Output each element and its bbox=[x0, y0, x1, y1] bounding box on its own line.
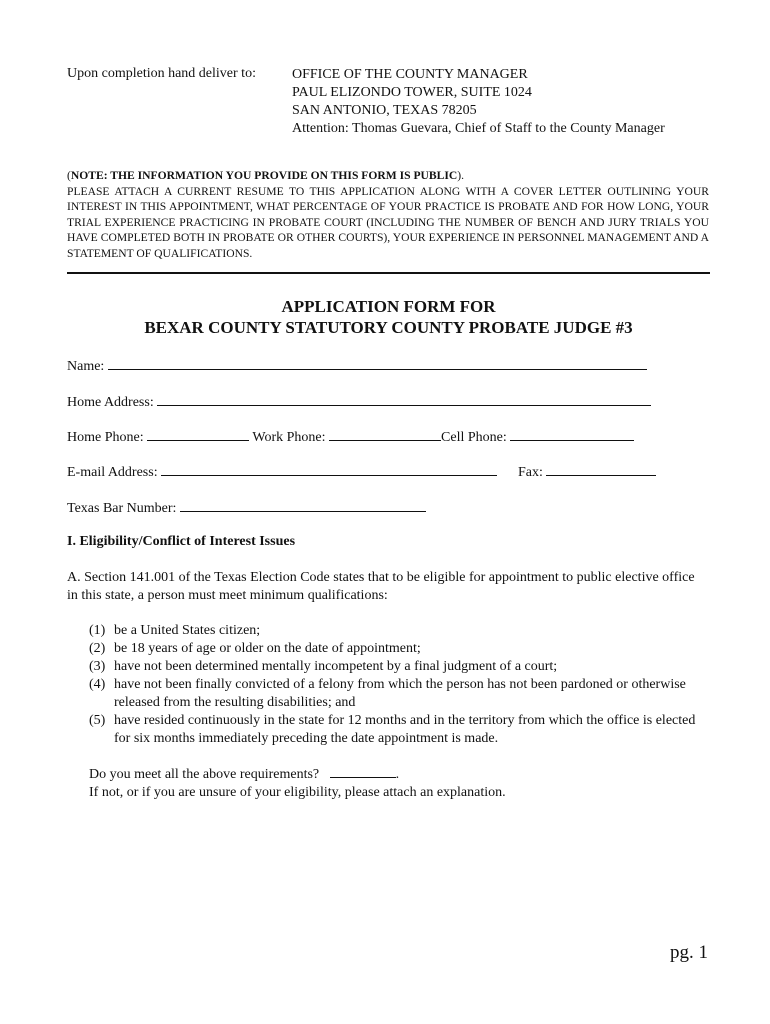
notice-close: ). bbox=[457, 169, 465, 182]
eligibility-answer-field[interactable] bbox=[330, 765, 396, 778]
work-phone-label: Work Phone: bbox=[252, 430, 326, 445]
address-line: SAN ANTONIO, TEXAS 78205 bbox=[292, 103, 477, 118]
email-field[interactable] bbox=[161, 463, 497, 476]
page-number: pg. 1 bbox=[670, 942, 708, 963]
divider bbox=[67, 272, 710, 274]
list-text: be 18 years of age or older on the date of appointment; bbox=[114, 641, 421, 656]
followup-text: If not, or if you are unsure of your eligibility, please attach an explanation. bbox=[89, 785, 506, 800]
question-end: . bbox=[395, 767, 400, 782]
delivery-label: Upon completion hand deliver to: bbox=[67, 66, 256, 81]
bar-number-label: Texas Bar Number: bbox=[67, 501, 177, 516]
address-line: OFFICE OF THE COUNTY MANAGER bbox=[292, 67, 528, 82]
notice-body: PLEASE ATTACH A CURRENT RESUME TO THIS APPLICATION ALONG WITH A COVER LETTER OUTLINING YOUR INTEREST IN THIS APPOINTMENT, WHAT PERCENTAGE OF YOUR PRACTICE IS PROBATE AND FOR HOW LONG, YOUR TRIAL EXPERIENCE PRACTICING IN PROBATE COURT (INCLUDING THE NUMBER OF BENCH AND JURY TRIALS YOU HAVE COMPLETED BOTH IN PROBATE OR OTHER COURTS), YOUR EXPERIENCE IN PERSONNEL MANAGEMENT AND A STATEMENT OF QUALIFICATIONS. bbox=[67, 184, 709, 260]
section-intro: A. Section 141.001 of the Texas Election Code states that to be eligible for appointment to public elective office in this state, a person must meet minimum qualifications: bbox=[67, 570, 695, 603]
bar-number-row bbox=[67, 499, 426, 517]
list-item bbox=[89, 676, 709, 712]
form-title-line1: APPLICATION FORM FOR bbox=[281, 297, 496, 316]
notice-bold: NOTE: THE INFORMATION YOU PROVIDE ON THIS FORM IS PUBLIC bbox=[70, 169, 458, 182]
notice-open-paren: ( bbox=[67, 169, 71, 182]
list-number: (3) bbox=[89, 659, 106, 674]
home-phone-label: Home Phone: bbox=[67, 430, 144, 445]
name-field[interactable] bbox=[108, 357, 647, 370]
delivery-address bbox=[292, 66, 665, 138]
fax-field[interactable] bbox=[546, 463, 656, 476]
public-notice bbox=[67, 168, 709, 261]
eligibility-question bbox=[89, 765, 506, 802]
section-heading: I. Eligibility/Conflict of Interest Issues bbox=[67, 534, 296, 549]
address-line: Attention: Thomas Guevara, Chief of Staff to the County Manager bbox=[292, 121, 665, 136]
bar-number-field[interactable] bbox=[180, 499, 426, 512]
list-item bbox=[89, 622, 709, 640]
home-phone-field[interactable] bbox=[147, 428, 249, 441]
email-row bbox=[67, 463, 497, 481]
question-text: Do you meet all the above requirements? bbox=[89, 767, 320, 782]
home-address-field[interactable] bbox=[157, 393, 651, 406]
fax-label: Fax: bbox=[518, 465, 543, 480]
list-number: (2) bbox=[89, 641, 106, 656]
list-text: be a United States citizen; bbox=[114, 623, 261, 638]
fax-row bbox=[518, 463, 656, 481]
address-line: PAUL ELIZONDO TOWER, SUITE 1024 bbox=[292, 85, 532, 100]
list-number: (5) bbox=[89, 713, 106, 728]
home-address-row bbox=[67, 393, 651, 411]
list-item bbox=[89, 640, 709, 658]
phone-row bbox=[67, 428, 634, 446]
cell-phone-label: Cell Phone: bbox=[441, 430, 507, 445]
cell-phone-field[interactable] bbox=[510, 428, 634, 441]
requirements-list bbox=[89, 622, 709, 748]
name-label: Name: bbox=[67, 359, 105, 374]
list-text: have not been finally convicted of a felony from which the person has not been pardoned or otherwise released from the resulting disabilities; and bbox=[114, 677, 686, 710]
list-number: (4) bbox=[89, 677, 106, 692]
form-title-line2: BEXAR COUNTY STATUTORY COUNTY PROBATE JUDGE #3 bbox=[144, 318, 633, 337]
list-text: have resided continuously in the state for 12 months and in the territory from which the office is elected for six months immediately preceding the date appointment is made. bbox=[114, 713, 696, 746]
home-address-label: Home Address: bbox=[67, 395, 154, 410]
work-phone-field[interactable] bbox=[329, 428, 441, 441]
list-number: (1) bbox=[89, 623, 106, 638]
list-item bbox=[89, 712, 709, 748]
email-label: E-mail Address: bbox=[67, 465, 158, 480]
list-item bbox=[89, 658, 709, 676]
list-text: have not been determined mentally incompetent by a final judgment of a court; bbox=[114, 659, 558, 674]
name-row bbox=[67, 357, 647, 375]
